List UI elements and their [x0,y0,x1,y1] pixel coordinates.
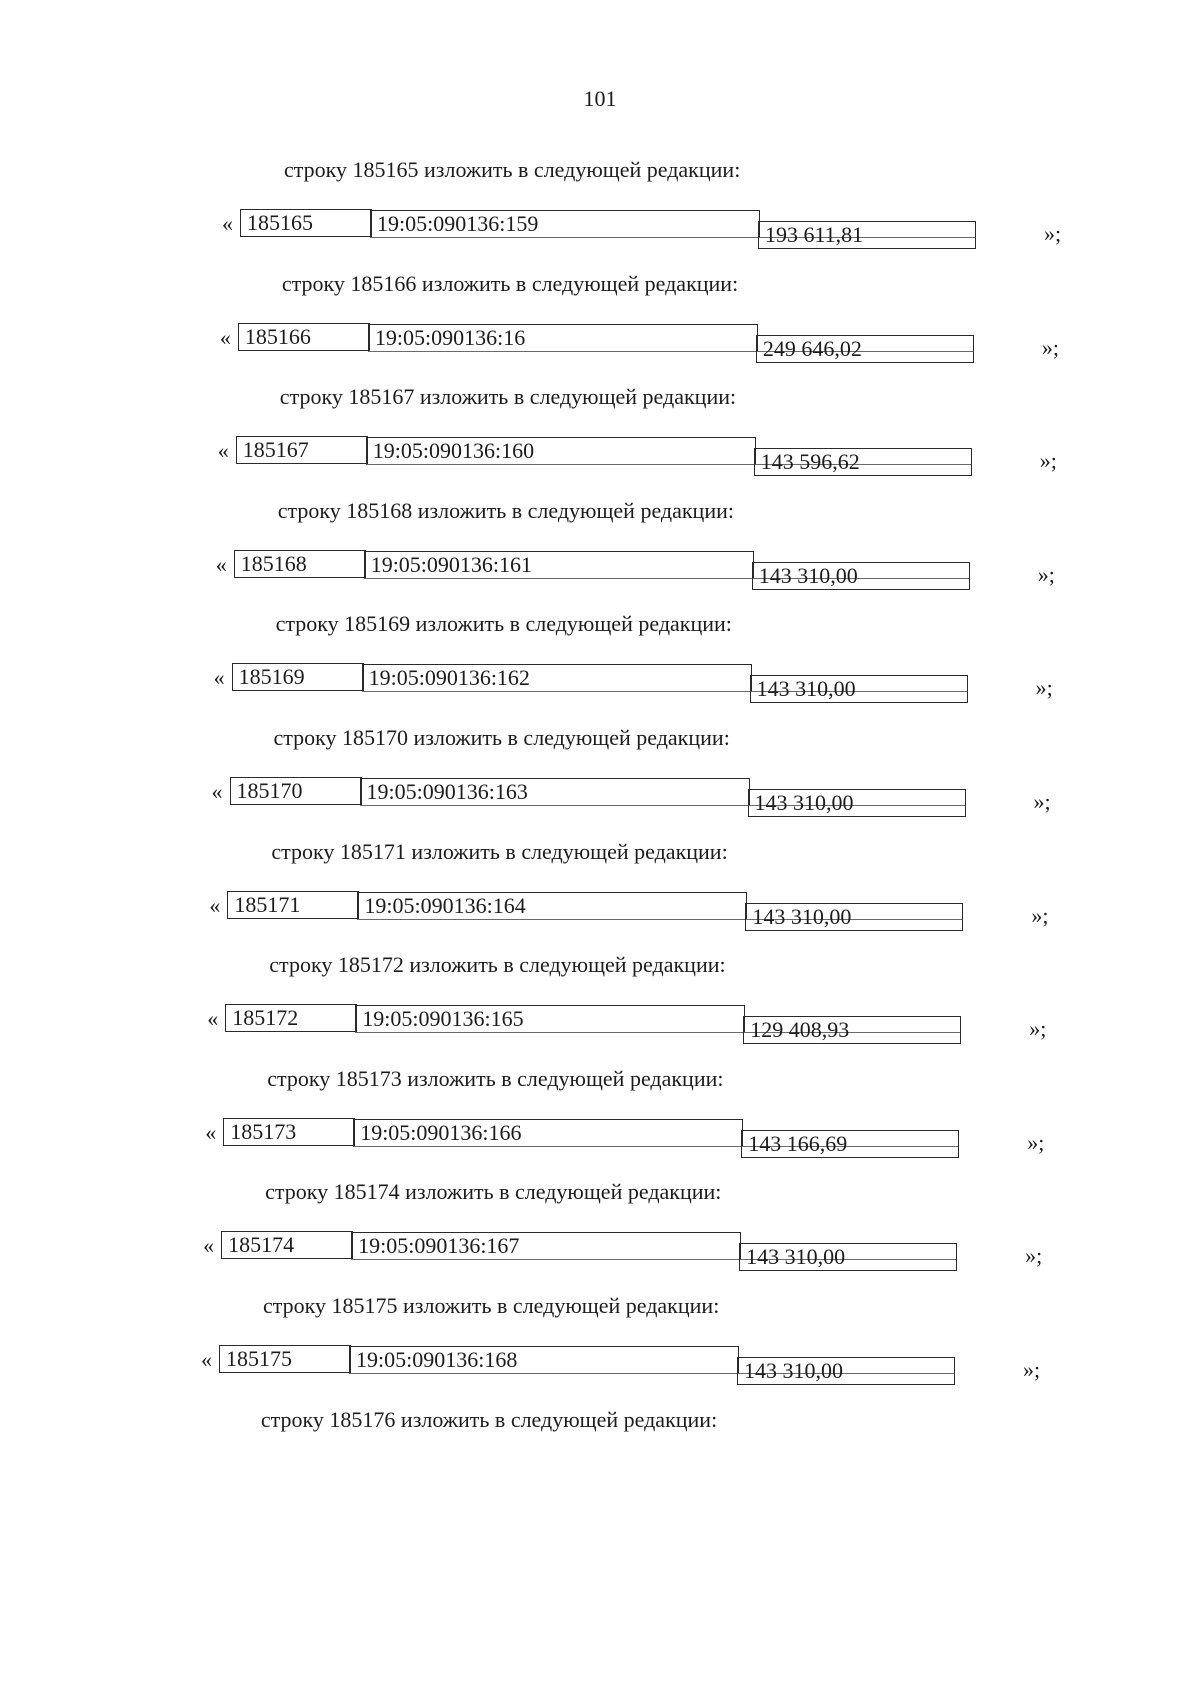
row-number-cell: 185172 [225,1004,357,1032]
opening-quote: « [211,779,223,804]
table-row [207,1004,1067,1043]
row-number-cell: 185166 [238,323,370,351]
instruction-text: строку 185167 изложить в следующей редакции: [279,384,737,410]
row-number-cell: 185165 [240,209,372,237]
closing-quote: »; [1027,1129,1045,1155]
opening-quote: « [201,1347,212,1372]
row-number-cell: 185169 [232,663,364,691]
instruction-text: строку 185168 изложить в следующей редакции: [277,497,734,523]
opening-quote: « [215,551,227,577]
instruction-text: строку 185169 изложить в следующей редакции: [275,611,732,637]
cadastral-number-cell: 19:05:090136:165 [355,1005,745,1033]
instruction-text: строку 185165 изложить в следующей редакции: [284,157,741,182]
cadastral-value-cell: 249 646,02 [756,335,974,363]
row-number-cell: 185175 [219,1345,351,1373]
closing-quote: »; [1037,561,1055,587]
cadastral-number-cell: 19:05:090136:164 [357,892,747,920]
row-number-cell: 185173 [223,1118,355,1146]
instruction-text: строку 185175 изложить в следующей редакции: [263,1293,720,1318]
opening-quote: « [207,1006,219,1032]
table-row [217,436,1078,475]
cadastral-number-cell: 19:05:090136:161 [364,551,754,579]
cadastral-number-cell: 19:05:090136:163 [360,778,750,806]
cadastral-number-cell: 19:05:090136:168 [349,1346,739,1374]
opening-quote: « [205,1119,217,1145]
page-number: 101 [583,86,617,111]
cadastral-value-cell: 129 408,93 [743,1016,961,1044]
instruction-text: строку 185174 изложить в следующей редакции: [265,1179,722,1205]
cadastral-value-cell: 143 310,00 [752,562,970,590]
closing-quote: »; [1033,789,1051,814]
cadastral-number-cell: 19:05:090136:16 [368,324,758,352]
instruction-text: строку 185172 изложить в следующей редакции: [269,952,726,978]
table-row [213,663,1074,702]
opening-quote: « [222,211,233,236]
closing-quote: »; [1039,448,1057,474]
table-row [209,891,1069,929]
instruction-text: строку 185166 изложить в следующей редакции: [281,270,739,296]
opening-quote: « [209,892,221,918]
instruction-text: строку 185170 изложить в следующей редакции: [273,725,730,750]
cadastral-value-cell: 143 310,00 [737,1357,955,1385]
row-number-cell: 185174 [221,1231,353,1259]
instruction-text: строку 185173 изложить в следующей редакции: [267,1065,724,1091]
closing-quote: »; [1031,902,1049,928]
cadastral-value-cell: 143 310,00 [745,903,963,931]
row-number-cell: 185171 [227,891,359,919]
table-row [203,1231,1063,1270]
closing-quote: »; [1041,334,1060,360]
cadastral-value-cell: 143 310,00 [750,675,968,703]
table-row [205,1118,1065,1156]
closing-quote: »; [1023,1357,1041,1382]
cadastral-value-cell: 143 310,00 [739,1243,957,1271]
closing-quote: »; [1035,675,1053,701]
cadastral-number-cell: 19:05:090136:160 [366,437,756,465]
closing-quote: »; [1025,1243,1043,1269]
table-row [219,323,1080,361]
row-number-cell: 185170 [230,777,362,805]
table-row [201,1345,1061,1383]
row-number-cell: 185168 [234,550,366,578]
table-row [215,550,1076,588]
opening-quote: « [213,665,225,691]
cadastral-value-cell: 143 310,00 [748,789,966,817]
cadastral-number-cell: 19:05:090136:159 [370,210,760,238]
instruction-text: строку 185176 изложить в следующей редакции: [260,1406,718,1432]
instruction-text: строку 185171 изложить в следующей редакции: [271,838,728,864]
cadastral-number-cell: 19:05:090136:166 [353,1119,743,1147]
row-number-cell: 185167 [236,436,368,464]
closing-quote: »; [1029,1016,1047,1042]
table-row [222,209,1082,247]
opening-quote: « [203,1233,215,1259]
cadastral-value-cell: 143 596,62 [754,448,972,476]
cadastral-value-cell: 143 166,69 [741,1130,959,1158]
table-row [211,777,1072,815]
cadastral-value-cell: 193 611,81 [758,221,976,249]
closing-quote: »; [1044,221,1062,246]
cadastral-number-cell: 19:05:090136:162 [362,664,752,692]
opening-quote: « [217,438,229,464]
opening-quote: « [219,324,231,350]
cadastral-number-cell: 19:05:090136:167 [351,1232,741,1260]
